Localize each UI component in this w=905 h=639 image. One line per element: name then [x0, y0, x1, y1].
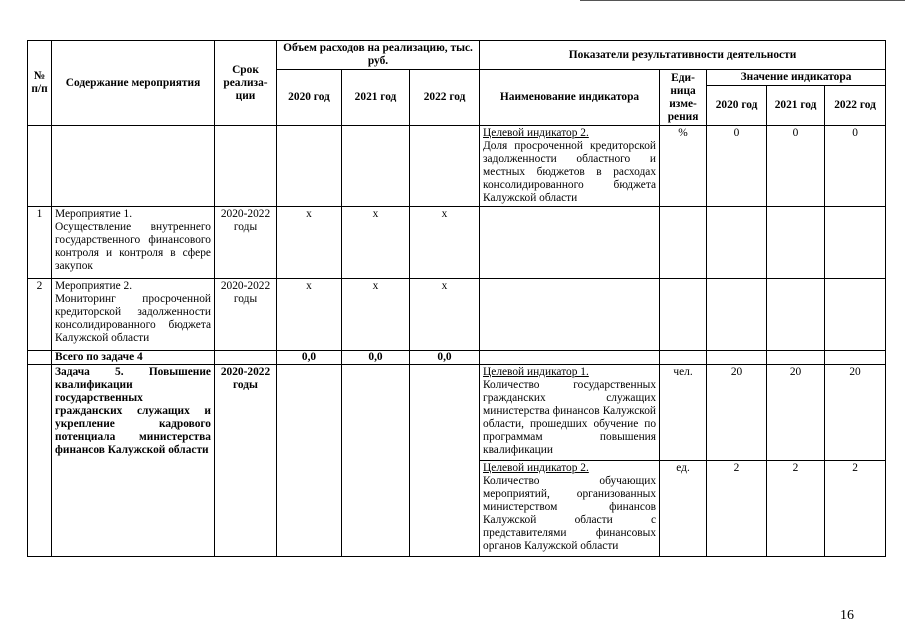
total-row	[28, 351, 886, 365]
scan-edge-line	[580, 0, 905, 13]
term-cell: 2020-2022 годы	[215, 279, 277, 351]
measure-cell	[52, 207, 215, 279]
indicator-title: Целевой индикатор 2.	[483, 127, 589, 139]
term-cell: 2020-2022 годы	[215, 365, 277, 557]
col-header-expenses: Объем расходов на реализацию, тыс. руб.	[277, 41, 480, 70]
total-2022: 0,0	[410, 351, 480, 365]
col-header-2021: 2021 год	[342, 70, 410, 126]
col-header-ind-2021: 2021 год	[767, 86, 825, 126]
indicator-text: Доля просроченной кредиторской задолженности областного и местных бюджетов в расходах консолидированного бюджета Калужской области	[483, 140, 657, 204]
header-row-1	[28, 41, 886, 70]
col-header-ind-2020: 2020 год	[707, 86, 767, 126]
col-header-indicator-name: Наименование индикатора	[480, 70, 660, 126]
col-header-term: Срок реализа-ции	[215, 41, 277, 126]
unit-cell: ед.	[660, 461, 707, 557]
term-cell: 2020-2022 годы	[215, 207, 277, 279]
indicator-text: Количество государственных гражданских служащих министерства финансов Калужской области, прошедших обучение по программам повышения квалификации	[483, 379, 657, 456]
expense-2022: х	[410, 207, 480, 279]
measure-title: Мероприятие 1.	[55, 208, 133, 220]
value-2022: 0	[825, 126, 886, 207]
value-2021: 20	[767, 365, 825, 461]
expense-2020: х	[277, 207, 342, 279]
page-number: 16	[840, 608, 854, 623]
value-2021: 0	[767, 126, 825, 207]
indicator-cell	[480, 126, 660, 207]
indicator-title: Целевой индикатор 2.	[483, 462, 589, 474]
total-label: Всего по задаче 4	[52, 351, 215, 365]
expense-2021: х	[342, 207, 410, 279]
document-page	[27, 40, 886, 557]
value-2022: 2	[825, 461, 886, 557]
indicator-cell	[480, 365, 660, 461]
program-table	[27, 40, 886, 557]
measure-cell	[52, 279, 215, 351]
unit-cell: чел.	[660, 365, 707, 461]
expense-2022: х	[410, 279, 480, 351]
unit-cell: %	[660, 126, 707, 207]
col-header-2020: 2020 год	[277, 70, 342, 126]
measure-text: Мониторинг просроченной кредиторской задолженности консолидированного бюджета Калужской области	[55, 293, 211, 344]
col-header-performance: Показатели результативности деятельности	[480, 41, 886, 70]
table-row	[28, 279, 886, 351]
table-row	[28, 207, 886, 279]
col-header-num: № п/п	[28, 41, 52, 126]
col-header-unit: Еди-ница изме-рения	[660, 70, 707, 126]
value-2022: 20	[825, 365, 886, 461]
expense-2020: х	[277, 279, 342, 351]
col-header-content: Содержание мероприятия	[52, 41, 215, 126]
measure-text: Осуществление внутреннего государственного финансового контроля и контроля в сфере закупок	[55, 221, 211, 272]
total-2020: 0,0	[277, 351, 342, 365]
task-cell: Задача 5. Повышение квалификации государственных гражданских служащих и укрепление кадрового потенциала министерства финансов Калужской области	[52, 365, 215, 557]
expense-2021: х	[342, 279, 410, 351]
indicator-cell	[480, 461, 660, 557]
col-header-2022: 2022 год	[410, 70, 480, 126]
value-2020: 2	[707, 461, 767, 557]
table-row	[28, 126, 886, 207]
col-header-ind-2022: 2022 год	[825, 86, 886, 126]
measure-title: Мероприятие 2.	[55, 280, 133, 292]
total-2021: 0,0	[342, 351, 410, 365]
indicator-title: Целевой индикатор 1.	[483, 366, 589, 378]
col-header-indicator-value: Значение индикатора	[707, 70, 886, 86]
value-2020: 0	[707, 126, 767, 207]
table-row	[28, 365, 886, 461]
value-2021: 2	[767, 461, 825, 557]
row-number: 2	[28, 279, 52, 351]
indicator-text: Количество обучающих мероприятий, организованных министерством финансов Калужской области с представителями финансовых органов Калужской области	[483, 475, 657, 552]
value-2020: 20	[707, 365, 767, 461]
row-number: 1	[28, 207, 52, 279]
